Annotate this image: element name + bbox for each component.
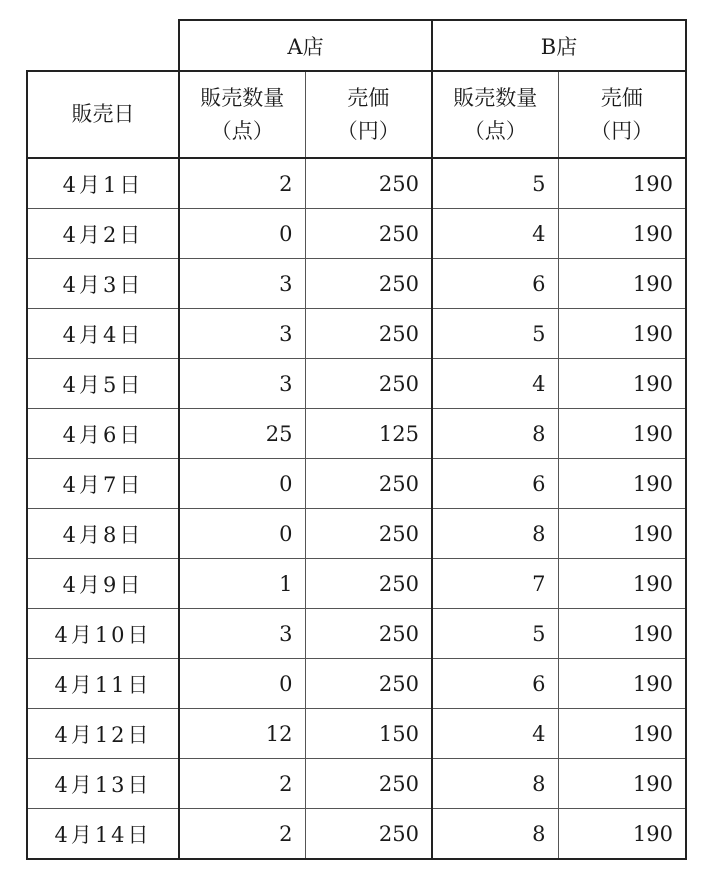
store-b-qty-cell: 4 (432, 709, 558, 759)
table-row (27, 309, 686, 359)
store-a-price-cell: 250 (305, 459, 432, 509)
table-row (27, 709, 686, 759)
qty-header-line1: 販売数量 (200, 85, 285, 110)
store-b-price-cell: 190 (558, 759, 686, 809)
store-a-qty-cell: 2 (179, 809, 305, 860)
store-a-price-cell: 125 (305, 409, 432, 459)
store-a-price-cell: 150 (305, 709, 432, 759)
store-a-price-cell: 250 (305, 509, 432, 559)
table-row (27, 659, 686, 709)
store-a-price-cell: 250 (305, 158, 432, 209)
date-cell: 4月7日 (27, 459, 179, 509)
date-cell: 4月14日 (27, 809, 179, 860)
store-a-qty-cell: 3 (179, 609, 305, 659)
store-b-price-cell: 190 (558, 409, 686, 459)
store-b-price-cell: 190 (558, 559, 686, 609)
store-a-price-header (305, 71, 432, 158)
qty-header-line1: 販売数量 (453, 85, 538, 110)
store-a-qty-cell: 1 (179, 559, 305, 609)
store-b-qty-cell: 5 (432, 609, 558, 659)
store-a-header: A店 (179, 20, 432, 71)
date-cell: 4月2日 (27, 209, 179, 259)
store-a-qty-header (179, 71, 305, 158)
qty-header-line2: （点） (210, 118, 274, 143)
price-header-line1: 売価 (600, 85, 643, 110)
table-row (27, 158, 686, 209)
store-b-qty-cell: 6 (432, 659, 558, 709)
store-b-qty-cell: 8 (432, 809, 558, 860)
store-b-price-cell: 190 (558, 259, 686, 309)
table-row (27, 759, 686, 809)
table-row (27, 209, 686, 259)
date-cell: 4月11日 (27, 659, 179, 709)
store-b-qty-cell: 6 (432, 459, 558, 509)
store-b-header: B店 (432, 20, 686, 71)
store-b-price-cell: 190 (558, 309, 686, 359)
date-header: 販売日 (27, 71, 179, 158)
store-b-price-cell: 190 (558, 459, 686, 509)
date-cell: 4月1日 (27, 158, 179, 209)
corner-blank-cell (27, 20, 179, 71)
store-a-price-cell: 250 (305, 659, 432, 709)
store-a-qty-cell: 3 (179, 309, 305, 359)
store-a-qty-cell: 0 (179, 459, 305, 509)
date-cell: 4月6日 (27, 409, 179, 459)
store-a-qty-cell: 25 (179, 409, 305, 459)
store-a-price-cell: 250 (305, 259, 432, 309)
store-b-price-cell: 190 (558, 709, 686, 759)
store-b-qty-cell: 5 (432, 158, 558, 209)
store-a-qty-cell: 0 (179, 509, 305, 559)
store-b-qty-cell: 4 (432, 209, 558, 259)
table-body (27, 158, 686, 859)
store-b-price-cell: 190 (558, 359, 686, 409)
store-b-qty-cell: 5 (432, 309, 558, 359)
table-row (27, 409, 686, 459)
date-cell: 4月12日 (27, 709, 179, 759)
store-a-price-cell: 250 (305, 809, 432, 860)
price-header-line2: （円） (590, 118, 654, 143)
store-header-row (27, 20, 686, 71)
table-row (27, 509, 686, 559)
table-row (27, 809, 686, 860)
store-b-price-cell: 190 (558, 609, 686, 659)
store-b-qty-cell: 7 (432, 559, 558, 609)
store-a-price-cell: 250 (305, 609, 432, 659)
store-b-qty-cell: 6 (432, 259, 558, 309)
date-cell: 4月8日 (27, 509, 179, 559)
store-a-price-cell: 250 (305, 559, 432, 609)
store-a-qty-cell: 12 (179, 709, 305, 759)
store-b-qty-cell: 8 (432, 759, 558, 809)
store-b-price-header (558, 71, 686, 158)
qty-header-line2: （点） (463, 118, 527, 143)
store-b-qty-cell: 8 (432, 509, 558, 559)
table-row (27, 609, 686, 659)
store-a-price-cell: 250 (305, 309, 432, 359)
store-b-price-cell: 190 (558, 809, 686, 860)
date-cell: 4月13日 (27, 759, 179, 809)
store-b-qty-header (432, 71, 558, 158)
store-a-qty-cell: 2 (179, 759, 305, 809)
column-header-row (27, 71, 686, 158)
store-a-price-cell: 250 (305, 359, 432, 409)
price-header-line1: 売価 (347, 85, 390, 110)
table-row (27, 359, 686, 409)
date-cell: 4月4日 (27, 309, 179, 359)
price-header-line2: （円） (336, 118, 400, 143)
date-cell: 4月5日 (27, 359, 179, 409)
table-row (27, 459, 686, 509)
store-a-qty-cell: 3 (179, 359, 305, 409)
table-row (27, 559, 686, 609)
store-b-price-cell: 190 (558, 509, 686, 559)
store-b-qty-cell: 8 (432, 409, 558, 459)
date-cell: 4月9日 (27, 559, 179, 609)
store-a-qty-cell: 3 (179, 259, 305, 309)
store-a-price-cell: 250 (305, 209, 432, 259)
date-cell: 4月10日 (27, 609, 179, 659)
store-a-qty-cell: 0 (179, 209, 305, 259)
store-b-qty-cell: 4 (432, 359, 558, 409)
date-cell: 4月3日 (27, 259, 179, 309)
table-row (27, 259, 686, 309)
store-b-price-cell: 190 (558, 158, 686, 209)
store-a-price-cell: 250 (305, 759, 432, 809)
store-b-price-cell: 190 (558, 209, 686, 259)
store-b-price-cell: 190 (558, 659, 686, 709)
sales-table (26, 19, 687, 860)
store-a-qty-cell: 2 (179, 158, 305, 209)
store-a-qty-cell: 0 (179, 659, 305, 709)
